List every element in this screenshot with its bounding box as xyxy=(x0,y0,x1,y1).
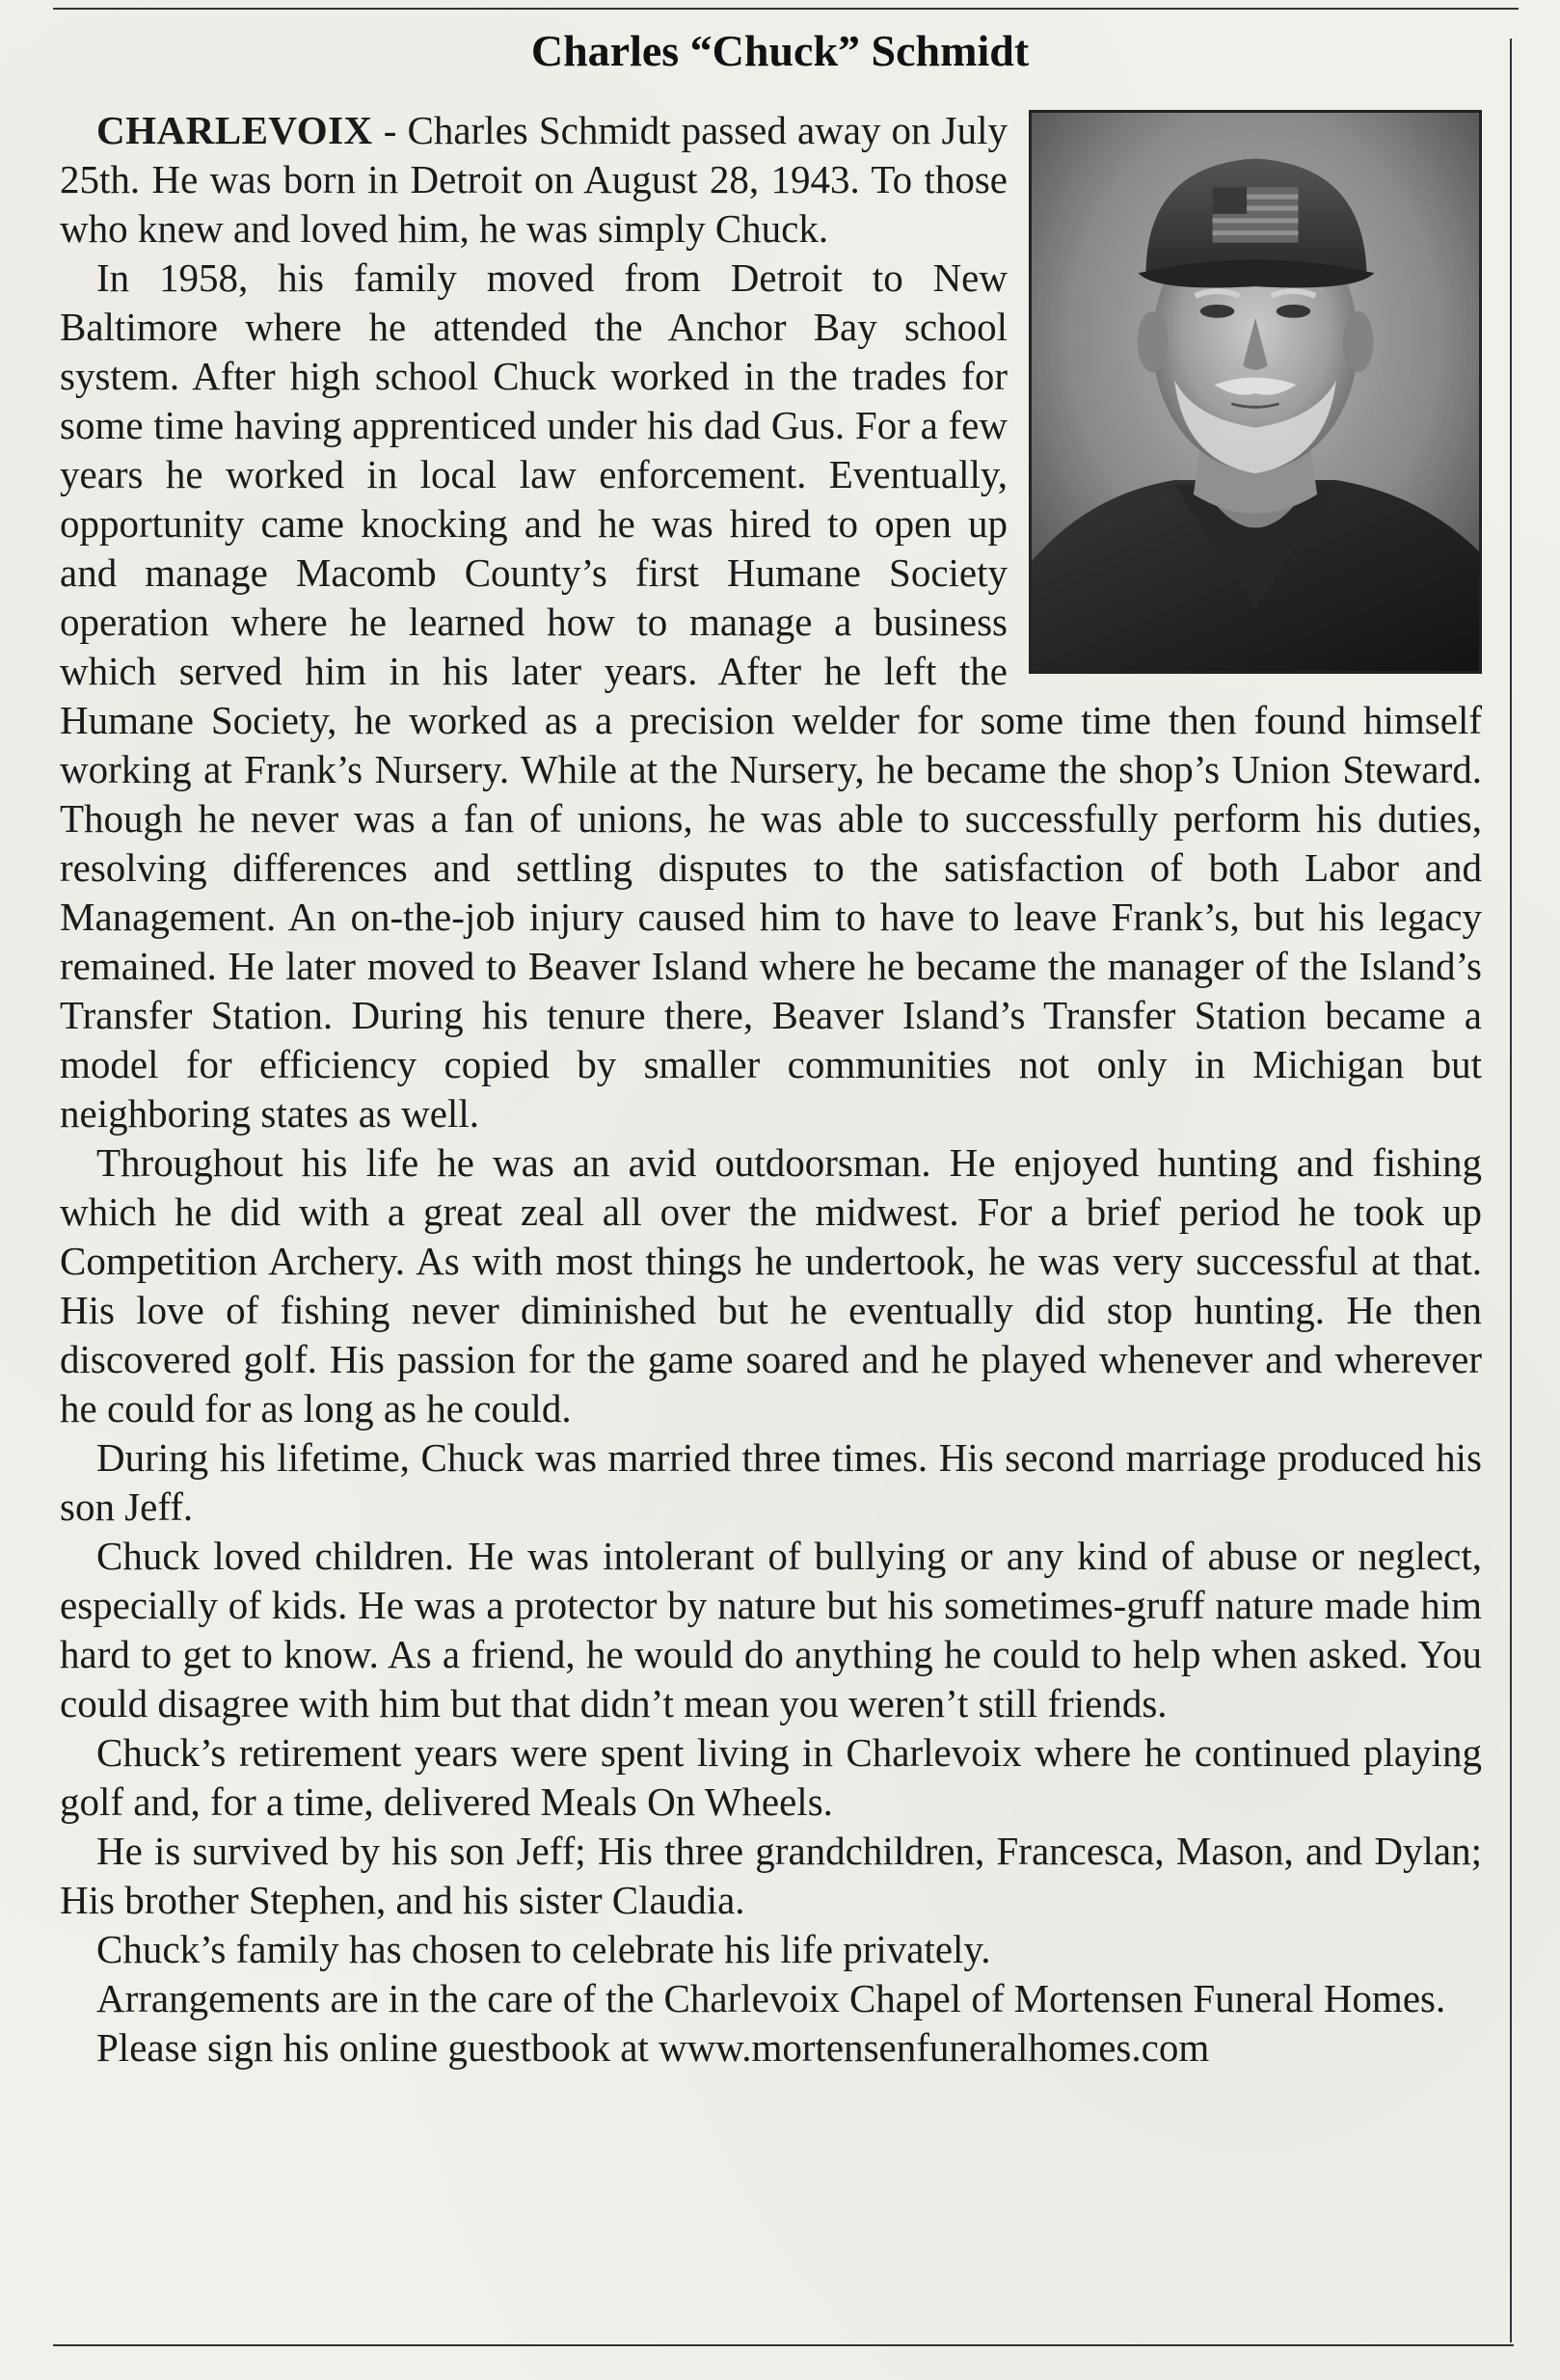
paragraph-9: Arrangements are in the care of the Charlevoix Chapel of Mortensen Funeral Homes. xyxy=(96,1976,1446,2020)
portrait-image xyxy=(1032,113,1479,671)
paragraph-2: In 1958, his family moved from Detroit to New Baltimore where he attended the Anchor Bay school system. After high school Chuck worked in the trades for some time having apprenticed under his dad Gus. For a few years he worked in local law enforcement. Eventually, opportunity came knocking and he was hired to open up and manage Macomb County’s first Humane Society operation where he learned how to manage a business which served him in his later years. After he left the Humane Society, he worked as a precision welder for some time then found himself working at Frank’s Nursery. While at the Nursery, he became the shop’s Union Steward. Though he never was a fan of unions, he was able to successfully perform his duties, resolving differences and settling disputes to the satisfaction of both Labor and Management. An on-the-job injury caused him to have to leave Frank’s, but his legacy remained. He later moved to Beaver Island where he became the manager of the Island’s Transfer Station. During his tenure there, Beaver Island’s Transfer Station became a model for efficiency copied by smaller communities not only in Michigan but neighboring states as well. xyxy=(60,255,1482,1136)
bottom-rule xyxy=(53,2344,1514,2346)
top-rule xyxy=(53,8,1519,10)
obituary-body xyxy=(60,106,1482,2072)
obituary-headline: Charles “Chuck” Schmidt xyxy=(530,26,1030,75)
paragraph-1: CHARLEVOIX - Charles Schmidt passed away on July 25th. He was born in Detroit on August 28, 1943. To those who knew and loved him, he was simply Chuck. xyxy=(60,108,1008,251)
paragraph-8: Chuck’s family has chosen to celebrate his life privately. xyxy=(96,1927,991,1971)
paragraph-7: He is survived by his son Jeff; His three grandchildren, Francesca, Mason, and Dylan; His brother Stephen, and his sister Claudia. xyxy=(60,1829,1482,1922)
dateline: CHARLEVOIX xyxy=(96,108,373,152)
portrait-photo xyxy=(1029,110,1482,674)
paragraph-5: Chuck loved children. He was intolerant of bullying or any kind of abuse or neglect, especially of kids. He was a protector by nature but his sometimes-gruff nature made him hard to get to know. As a friend, he would do anything he could to help when asked. You could disagree with him but that didn’t mean you weren’t still friends. xyxy=(60,1534,1482,1725)
paragraph-3: Throughout his life he was an avid outdoorsman. He enjoyed hunting and fishing which he did with a great zeal all over the midwest. For a brief period he took up Competition Archery. As with most things he undertook, he was very successful at that. His love of fishing never diminished but he eventually did stop hunting. He then discovered golf. His passion for the game soared and he played whenever and wherever he could for as long as he could. xyxy=(60,1140,1482,1431)
paragraph-10: Please sign his online guestbook at www.mortensenfuneralhomes.com xyxy=(96,2025,1210,2070)
paragraph-4: During his lifetime, Chuck was married three times. His second marriage produced his son Jeff. xyxy=(60,1435,1482,1529)
column-rule xyxy=(1510,39,1512,2342)
paragraph-6: Chuck’s retirement years were spent living in Charlevoix where he continued playing golf and, for a time, delivered Meals On Wheels. xyxy=(60,1730,1482,1824)
paragraph-1-text: Charles Schmidt passed away on July 25th. He was born in Detroit on August 28, 1943. To those who knew and loved him, he was simply Chuck. xyxy=(60,108,1008,251)
